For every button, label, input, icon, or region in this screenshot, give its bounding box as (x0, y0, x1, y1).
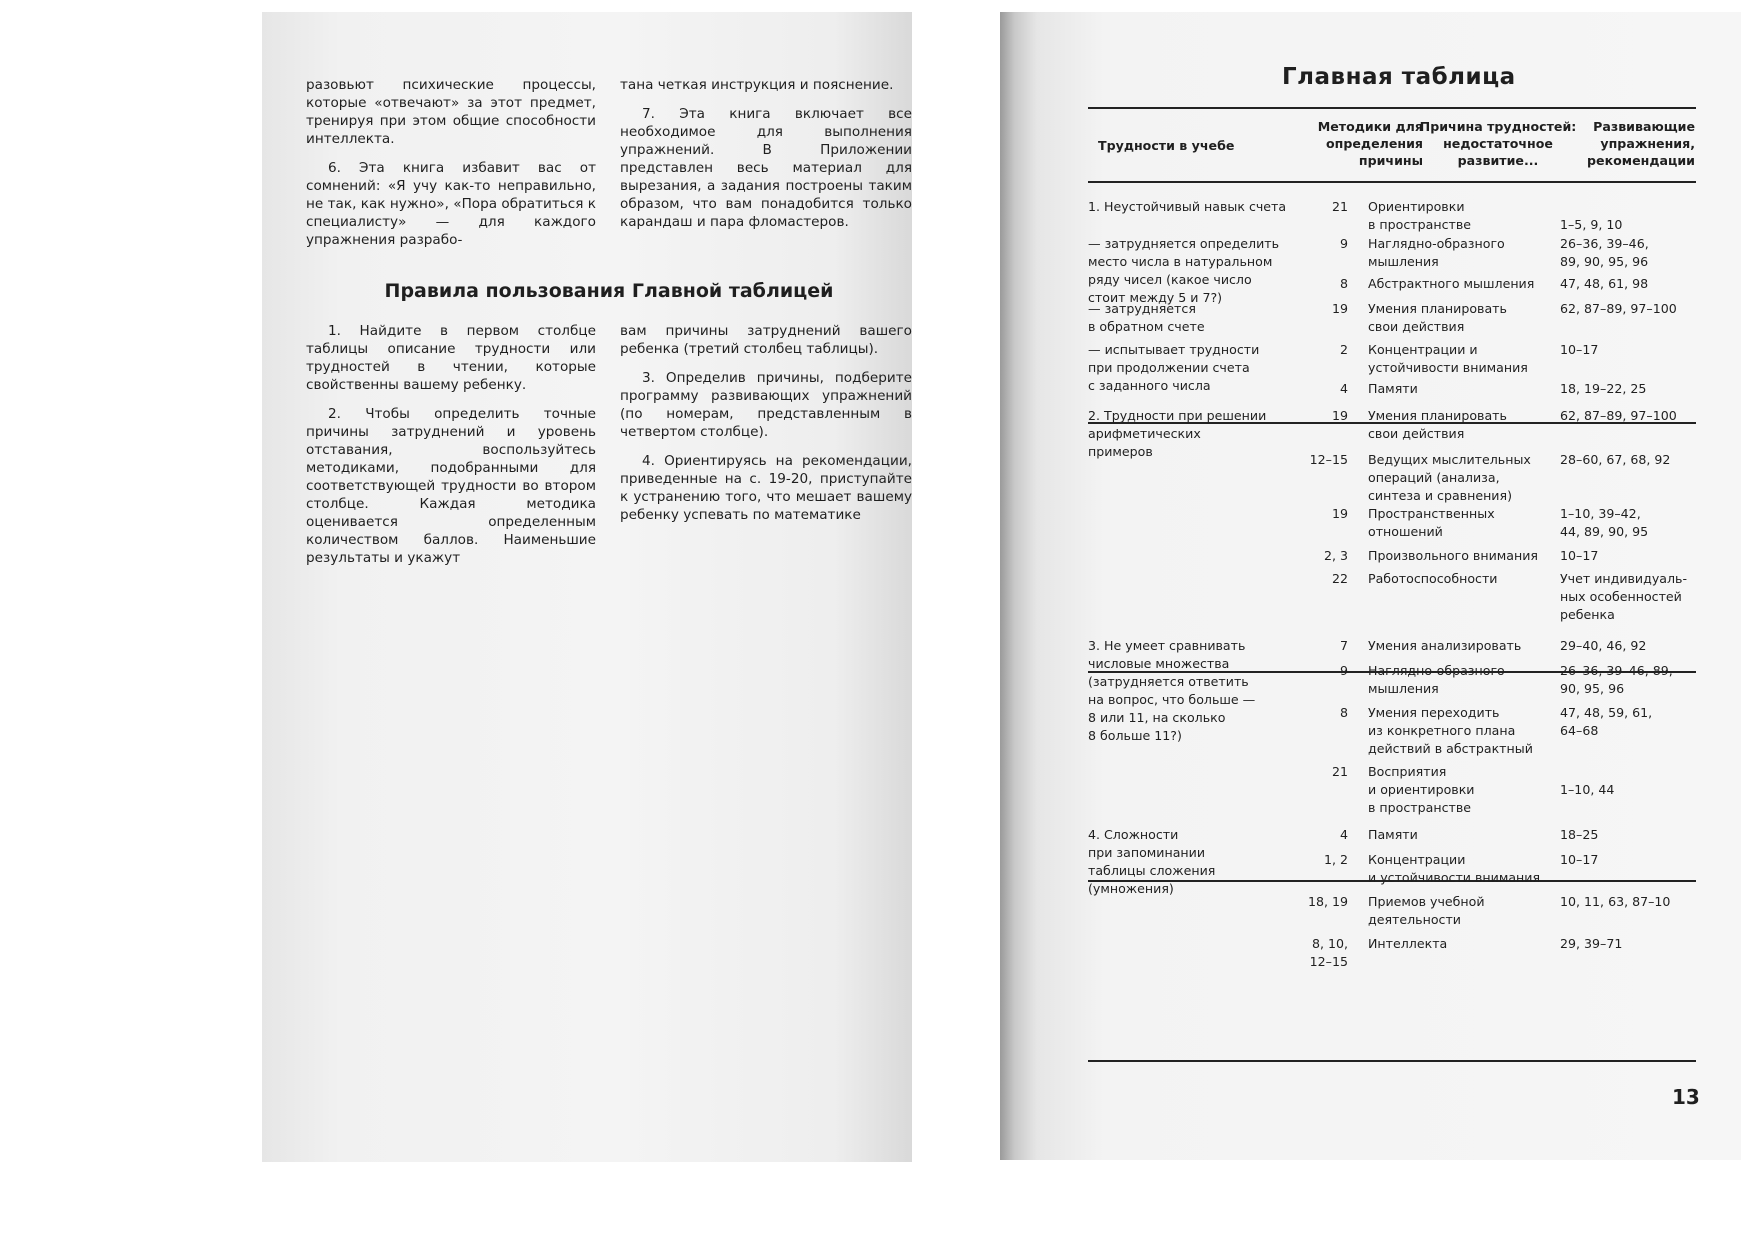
paragraph: разовьют психические процессы, которые «отвечают» за этот предмет, тренируя при этом общие способности интеллекта. (306, 77, 596, 147)
table-cell-cause: Умения планировать (1368, 408, 1507, 423)
table-cell-cause: Умения анализировать (1368, 638, 1522, 653)
left-column-1 (306, 76, 596, 260)
table-cell-cause: в пространстве (1368, 800, 1471, 815)
table-cell-difficulty: при продолжении счета (1088, 360, 1250, 375)
table-cell-exercises: 28–60, 67, 68, 92 (1560, 452, 1671, 467)
table-cell-cause: Абстрактного мышления (1368, 276, 1535, 291)
table-cell-difficulty: арифметических (1088, 426, 1201, 441)
table-cell-difficulty: (затрудняется ответить (1088, 674, 1249, 689)
table-cell-cause: Умения переходить (1368, 705, 1500, 720)
table-cell-difficulty: на вопрос, что больше — (1088, 692, 1256, 707)
table-cell-difficulty: числовые множества (1088, 656, 1230, 671)
left-column-4 (620, 322, 912, 535)
table-cell-exercises: 90, 95, 96 (1560, 681, 1625, 696)
table-rule (1088, 107, 1696, 109)
paragraph: 2. Чтобы определить точные причины затруднений и уровень отставания, воспользуйтесь методиками, подобранными для соответствующей трудности во втором столбце. Каждая методика оценивается определенным количеством баллов. Наименьшие результаты и укажут (306, 406, 596, 566)
header-exercises: Развивающие упражнения, рекомендации (1587, 119, 1695, 168)
table-cell-exercises: 64–68 (1560, 723, 1599, 738)
table-cell-methods: 9 (1339, 236, 1348, 251)
table-cell-exercises: 26–36, 39–46, 89, (1560, 663, 1673, 678)
table-cell-exercises: 26–36, 39–46, (1560, 236, 1649, 251)
header-difficulty: Трудности в учебе (1098, 138, 1235, 153)
table-cell-exercises: 10–17 (1560, 548, 1599, 563)
table-cell-methods: 12–15 (1309, 452, 1348, 467)
table-cell-exercises: 18–25 (1560, 827, 1599, 842)
table-cell-difficulty: — испытывает трудности (1088, 342, 1260, 357)
table-cell-methods: 2, 3 (1323, 548, 1348, 563)
left-column-3 (306, 322, 596, 578)
table-cell-exercises: 10–17 (1560, 342, 1599, 357)
table-cell-exercises: 10–17 (1560, 852, 1599, 867)
table-cell-exercises: 29–40, 46, 92 (1560, 638, 1647, 653)
table-cell-cause: свои действия (1368, 426, 1465, 441)
header-cause: Причина трудностей: недостаточное развитие... (1419, 119, 1577, 168)
table-cell-cause: Интеллекта (1368, 936, 1448, 951)
table-cell-exercises: 18, 19–22, 25 (1560, 381, 1647, 396)
paragraph: 1. Найдите в первом столбце таблицы описание трудности или трудностей в чтении, которые свойственны вашему ребенку. (306, 323, 596, 393)
table-cell-difficulty: ряду чисел (какое число (1088, 272, 1252, 287)
table-cell-exercises: ных особенностей (1560, 589, 1682, 604)
table-cell-difficulty: стоит между 5 и 7?) (1088, 290, 1223, 305)
table-cell-cause: Умения планировать (1368, 301, 1507, 316)
table-cell-difficulty: место числа в натуральном (1088, 254, 1273, 269)
table-cell-exercises: 47, 48, 59, 61, (1560, 705, 1653, 720)
table-cell-cause: Ведущих мыслительных (1368, 452, 1531, 467)
table-cell-cause: устойчивости внимания (1368, 360, 1528, 375)
table-cell-exercises: 89, 90, 95, 96 (1560, 254, 1649, 269)
paragraph: тана четкая инструкция и пояснение. (620, 77, 894, 93)
table-cell-methods: 7 (1339, 638, 1348, 653)
table-cell-difficulty: 3. Не умеет сравнивать (1088, 638, 1246, 653)
table-cell-methods: 19 (1331, 301, 1348, 316)
table-cell-cause: и ориентировки (1368, 782, 1475, 797)
left-column-2 (620, 76, 912, 242)
table-cell-cause: действий в абстрактный (1368, 741, 1533, 756)
table-cell-cause: в пространстве (1368, 217, 1471, 232)
table-cell-difficulty: — затрудняется (1088, 301, 1196, 316)
page-number: 13 (1672, 1085, 1700, 1109)
table-cell-cause: Работоспособности (1368, 571, 1498, 586)
table-cell-exercises: 1–5, 9, 10 (1560, 217, 1623, 232)
table-cell-difficulty: 8 или 11, на сколько (1088, 710, 1226, 725)
table-cell-methods: 22 (1331, 571, 1348, 586)
table-rule (1088, 181, 1696, 183)
rules-heading: Правила пользования Главной таблицей (384, 280, 834, 302)
table-cell-cause: деятельности (1368, 912, 1461, 927)
table-cell-cause: свои действия (1368, 319, 1465, 334)
table-cell-exercises: 10, 11, 63, 87–10 (1560, 894, 1671, 909)
table-cell-methods: 1, 2 (1323, 852, 1348, 867)
table-cell-methods: 8 (1339, 705, 1348, 720)
table-cell-exercises: 62, 87–89, 97–100 (1560, 301, 1677, 316)
table-cell-exercises: 29, 39–71 (1560, 936, 1623, 951)
paragraph: вам причины затруднений вашего ребенка (третий столбец таблицы). (620, 323, 912, 357)
table-cell-cause: Произвольного внимания (1368, 548, 1538, 563)
table-cell-exercises: 1–10, 44 (1560, 782, 1615, 797)
table-cell-exercises: Учет индивидуаль- (1560, 571, 1688, 586)
paragraph: 6. Эта книга избавит вас от сомнений: «Я учу как-то неправильно, не так, как нужно», «Пора обратиться к специалисту» — для каждого упражнения разрабо- (306, 160, 596, 248)
table-cell-exercises: 44, 89, 90, 95 (1560, 524, 1649, 539)
table-cell-exercises: 1–10, 39–42, (1560, 506, 1641, 521)
table-cell-cause: и устойчивости внимания (1368, 870, 1541, 885)
table-cell-difficulty: в обратном счете (1088, 319, 1205, 334)
table-cell-cause: Наглядно-образного (1368, 663, 1505, 678)
table-cell-cause: Памяти (1368, 827, 1418, 842)
table-cell-cause: Приемов учебной (1368, 894, 1485, 909)
table-cell-difficulty: 2. Трудности при решении (1088, 408, 1267, 423)
table-cell-cause: Ориентировки (1368, 199, 1465, 214)
table-cell-difficulty: с заданного числа (1088, 378, 1211, 393)
table-cell-cause: Памяти (1368, 381, 1418, 396)
table-cell-exercises: ребенка (1560, 607, 1615, 622)
table-cell-difficulty: (умножения) (1088, 881, 1174, 896)
table-cell-exercises: 62, 87–89, 97–100 (1560, 408, 1677, 423)
table-cell-cause: мышления (1368, 681, 1439, 696)
table-cell-cause: из конкретного плана (1368, 723, 1516, 738)
table-cell-methods: 4 (1339, 381, 1348, 396)
table-cell-methods: 8, 10, (1311, 936, 1348, 951)
table-cell-cause: мышления (1368, 254, 1439, 269)
table-cell-difficulty: 1. Неустойчивый навык счета (1088, 199, 1287, 214)
header-methods: Методики для определения причины (1317, 119, 1423, 168)
table-cell-difficulty: 4. Сложности (1088, 827, 1179, 842)
table-cell-difficulty: таблицы сложения (1088, 863, 1216, 878)
table-cell-methods: 21 (1331, 199, 1348, 214)
table-cell-cause: Наглядно-образного (1368, 236, 1505, 251)
table-cell-cause: Концентрации (1368, 852, 1466, 867)
table-cell-methods: 9 (1339, 663, 1348, 678)
table-cell-cause: операций (анализа, (1368, 470, 1500, 485)
table-cell-cause: Концентрации и (1368, 342, 1478, 357)
table-cell-exercises: 47, 48, 61, 98 (1560, 276, 1649, 291)
table-cell-methods: 8 (1339, 276, 1348, 291)
table-cell-cause: отношений (1368, 524, 1443, 539)
main-table-title: Главная таблица (1282, 64, 1516, 90)
table-cell-methods: 12–15 (1309, 954, 1348, 969)
table-cell-difficulty: 8 больше 11?) (1088, 728, 1182, 743)
table-cell-methods: 19 (1331, 506, 1348, 521)
table-cell-difficulty: при запоминании (1088, 845, 1206, 860)
table-cell-methods: 2 (1339, 342, 1348, 357)
table-cell-methods: 18, 19 (1307, 894, 1348, 909)
paragraph: 7. Эта книга включает все необходимое для выполнения упражнений. В Приложении представлен весь материал для вырезания, а задания построены таким образом, что вам понадобится только карандаш и пара фломастеров. (620, 106, 912, 230)
table-cell-difficulty: — затрудняется определить (1088, 236, 1280, 251)
table-rule (1088, 1060, 1696, 1062)
paragraph: 4. Ориентируясь на рекомендации, приведенные на с. 19-20, приступайте к устранению того, что мешает вашему ребенку успевать по математике (620, 453, 912, 523)
table-cell-cause: Восприятия (1368, 764, 1447, 779)
table-cell-cause: Пространственных (1368, 506, 1495, 521)
table-cell-cause: синтеза и сравнения) (1368, 488, 1512, 503)
table-cell-methods: 4 (1339, 827, 1348, 842)
paragraph: 3. Определив причины, подберите программу развивающих упражнений (по номерам, представленным в четвертом столбце). (620, 370, 912, 440)
table-cell-methods: 19 (1331, 408, 1348, 423)
table-cell-difficulty: примеров (1088, 444, 1153, 459)
table-cell-methods: 21 (1331, 764, 1348, 779)
